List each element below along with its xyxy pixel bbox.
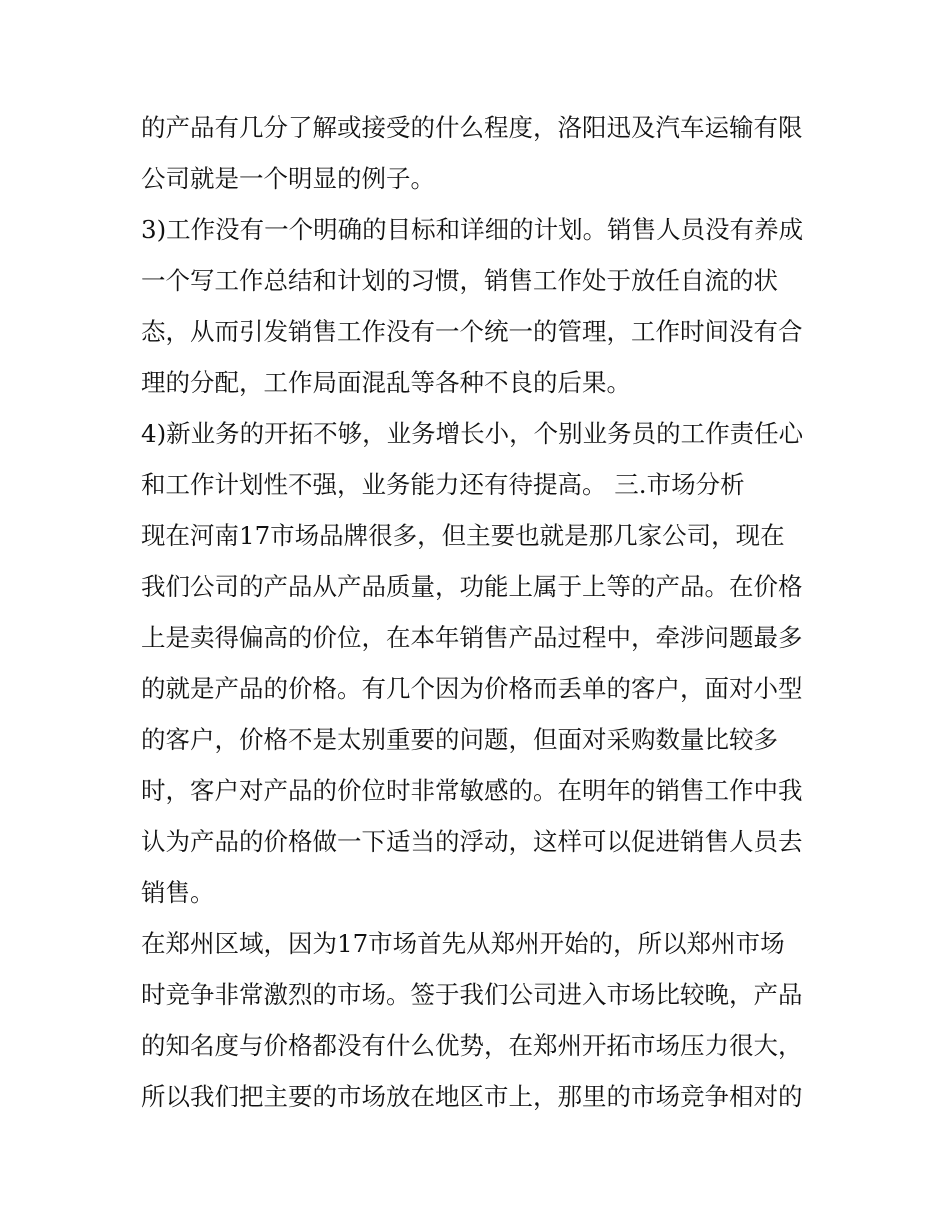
text-line: 4)新业务的开拓不够，业务增长小，个别业务员的工作责任心 xyxy=(141,419,804,448)
text-line: 的客户，价格不是太别重要的问题，但面对采购数量比较多 xyxy=(141,725,778,754)
text-line: 所以我们把主要的市场放在地区市上，那里的市场竞争相对的 xyxy=(141,1082,803,1111)
text-line: 我们公司的产品从产品质量，功能上属于上等的产品。在价格 xyxy=(141,572,803,601)
text-line: 公司就是一个明显的例子。 xyxy=(141,164,435,193)
text-line: 在郑州区域，因为17市场首先从郑州开始的，所以郑州市场 xyxy=(141,929,785,958)
text-line: 上是卖得偏高的价位，在本年销售产品过程中，牵涉问题最多 xyxy=(141,623,803,652)
text-line: 态，从而引发销售工作没有一个统一的管理，工作时间没有合 xyxy=(141,317,803,346)
text-line: 的知名度与价格都没有什么优势，在郑州开拓市场压力很大， xyxy=(141,1031,803,1060)
document-body xyxy=(141,102,821,1122)
text-line: 一个写工作总结和计划的习惯，销售工作处于放任自流的状 xyxy=(141,266,778,295)
text-line: 时竞争非常激烈的市场。签于我们公司进入市场比较晚，产品 xyxy=(141,980,803,1009)
text-line: 的就是产品的价格。有几个因为价格而丢单的客户，面对小型 xyxy=(141,674,803,703)
text-line: 和工作计划性不强，业务能力还有待提高。 三.市场分析 xyxy=(141,470,745,499)
text-line: 理的分配，工作局面混乱等各种不良的后果。 xyxy=(141,368,631,397)
text-line: 的产品有几分了解或接受的什么程度，洛阳迅及汽车运输有限 xyxy=(141,113,803,142)
text-line: 销售。 xyxy=(141,878,215,907)
text-line: 现在河南17市场品牌很多，但主要也就是那几家公司，现在 xyxy=(141,521,785,550)
text-line: 认为产品的价格做一下适当的浮动，这样可以促进销售人员去 xyxy=(141,827,803,856)
text-line: 时，客户对产品的价位时非常敏感的。在明年的销售工作中我 xyxy=(141,776,803,805)
text-line: 3)工作没有一个明确的目标和详细的计划。销售人员没有养成 xyxy=(141,215,804,244)
